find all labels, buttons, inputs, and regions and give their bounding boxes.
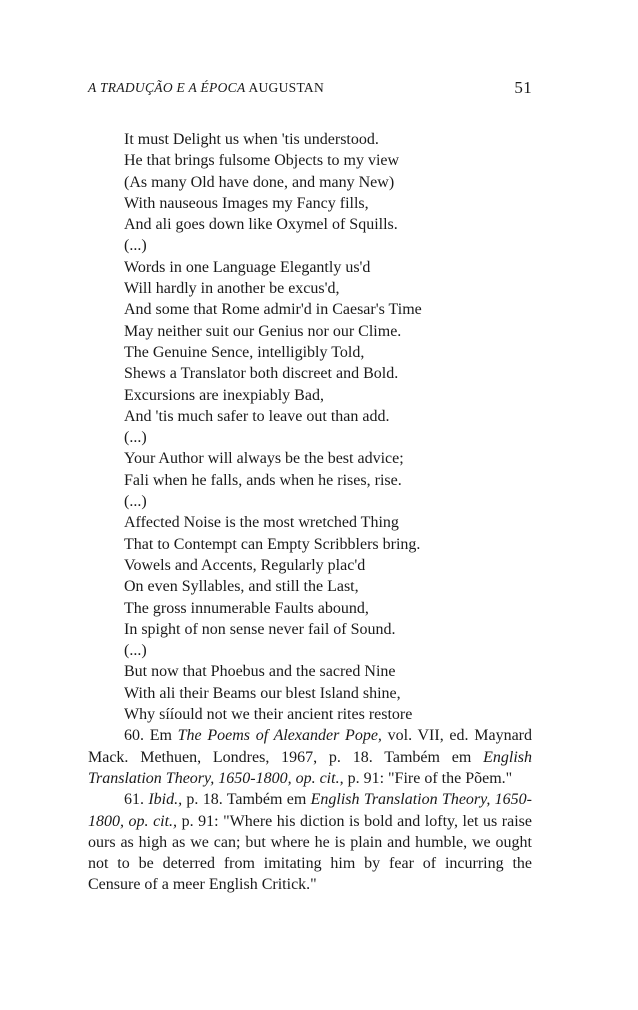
footnote-60-number: 60. Em (124, 727, 178, 745)
verse-line: Why sííould not we their ancient rites restore (124, 706, 413, 724)
footnote-61 (88, 789, 532, 895)
verse-line: Shews a Translator both discreet and Bold. (124, 365, 399, 383)
footnote-61-quote: p. 91: "Where his diction is bold and lofty, let us raise ours as high as we can; but where he is plain and humble, we ought not to be deterred from imitating him by fear of incurring the Censure of a meer English Critick." (88, 812, 532, 894)
verse-line: (...) (124, 493, 147, 511)
footnote-60-text: vol. VII, ed. Maynard Mack. Methuen, Londres, 1967, p. 18. Também em (88, 727, 532, 766)
verse-block (88, 129, 532, 725)
verse-line: (...) (124, 642, 147, 660)
footnote-61-source: English Translation Theory, 1650-1800, op. cit., (88, 791, 533, 830)
footnote-61-text: p. 18. Também em (182, 791, 311, 809)
verse-line: But now that Phoebus and the sacred Nine (124, 663, 396, 681)
verse-line: Will hardly in another be excus'd, (124, 280, 340, 298)
verse-line: Affected Noise is the most wretched Thing (124, 514, 399, 532)
footnote-60 (88, 725, 532, 789)
footnote-60-source: English Translation Theory, 1650-1800, op. cit., (88, 748, 532, 787)
verse-line: With ali their Beams our blest Island shine, (124, 684, 401, 702)
verse-line: May neither suit our Genius nor our Clime. (124, 322, 402, 340)
footnotes (88, 725, 532, 895)
verse-line: Fali when he falls, ands when he rises, rise. (124, 471, 402, 489)
page (88, 80, 532, 896)
verse-line: Excursions are inexpiably Bad, (124, 386, 324, 404)
verse-line: In spight of non sense never fail of Sound. (124, 620, 396, 638)
verse-line: And 'tis much safer to leave out than add. (124, 407, 390, 425)
footnote-61-ibid: Ibid., (148, 791, 183, 809)
running-head (88, 80, 532, 102)
verse-line: The Genuine Sence, intelligibly Told, (124, 343, 365, 361)
verse-line: The gross innumerable Faults abound, (124, 599, 369, 617)
verse-line: And ali goes down like Oxymel of Squills. (124, 216, 398, 234)
verse-line: It must Delight us when 'tis understood. (124, 131, 379, 148)
running-head-title-italic: A TRADUÇÃO E A ÉPOCA (88, 80, 246, 95)
verse-line: (...) (124, 237, 147, 255)
verse-line: That to Contempt can Empty Scribblers bring. (124, 535, 421, 553)
page-number: 51 (514, 78, 532, 97)
verse-line: Vowels and Accents, Regularly plac'd (124, 556, 366, 574)
verse-line: (...) (124, 429, 147, 447)
footnote-61-number: 61. (124, 791, 149, 809)
verse-line: Your Author will always be the best advice; (124, 450, 404, 468)
footnote-60-title: The Poems of Alexander Pope, (177, 727, 382, 745)
verse-line: He that brings fulsome Objects to my view (124, 152, 400, 170)
verse-line: And some that Rome admir'd in Caesar's Time (124, 301, 422, 319)
running-head-title-roman: AUGUSTAN (248, 80, 325, 95)
verse-line: With nauseous Images my Fancy fills, (124, 194, 369, 212)
footnote-60-quote: p. 91: "Fire of the Põem." (343, 769, 513, 787)
verse-line: (As many Old have done, and many New) (124, 173, 395, 191)
verse-line: On even Syllables, and still the Last, (124, 578, 359, 596)
verse-line: Words in one Language Elegantly us'd (124, 258, 371, 276)
